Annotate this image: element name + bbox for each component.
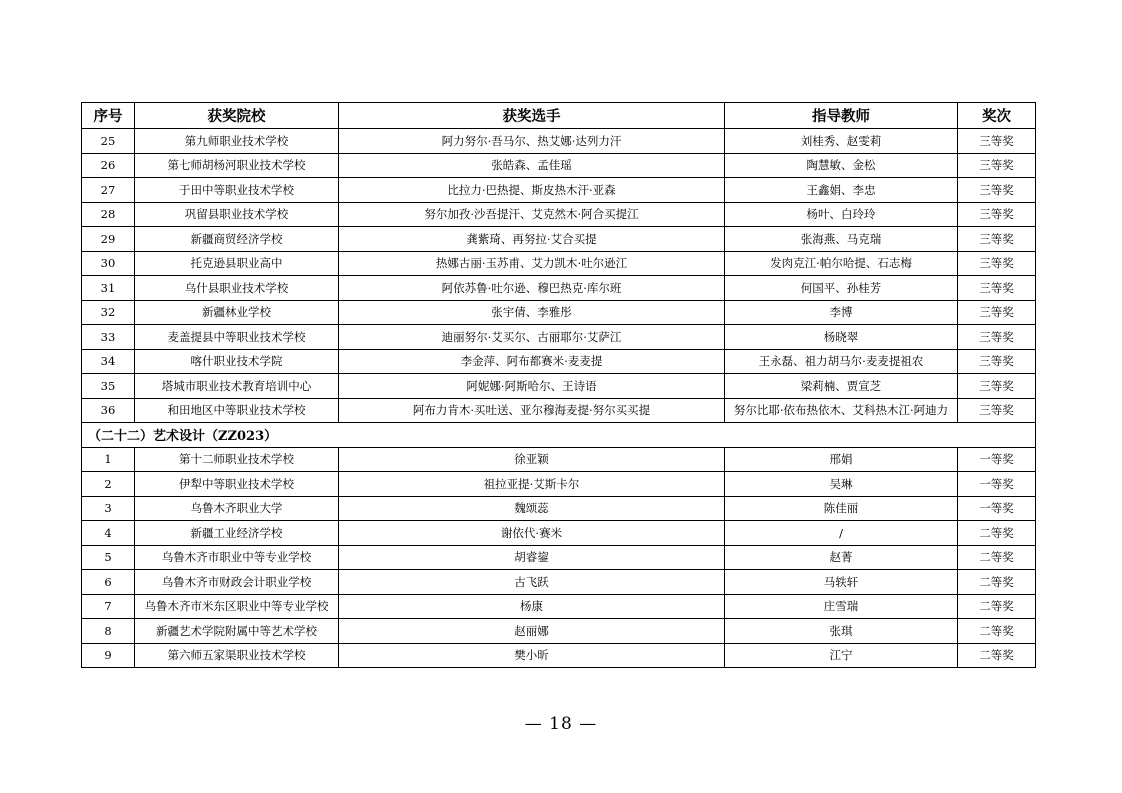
row-school: 新疆商贸经济学校 <box>135 227 339 252</box>
row-players: 李金萍、阿布都赛米·麦麦提 <box>339 349 725 374</box>
row-teachers: 陈佳丽 <box>725 496 958 521</box>
row-award: 三等奖 <box>958 398 1036 423</box>
row-no: 7 <box>82 594 135 619</box>
row-award: 三等奖 <box>958 300 1036 325</box>
row-school: 第十二师职业技术学校 <box>135 447 339 472</box>
row-no: 28 <box>82 202 135 227</box>
row-award: 二等奖 <box>958 545 1036 570</box>
row-no: 33 <box>82 325 135 350</box>
page-number: — 18 — <box>524 714 598 734</box>
table-header-row <box>82 103 1036 129</box>
row-players: 徐亚颖 <box>339 447 725 472</box>
row-award: 三等奖 <box>958 202 1036 227</box>
row-players: 阿力努尔·吾马尔、热艾娜·达列力汗 <box>339 129 725 154</box>
row-no: 31 <box>82 276 135 301</box>
row-teachers: 邢娟 <box>725 447 958 472</box>
row-award: 三等奖 <box>958 276 1036 301</box>
table-row <box>82 178 1036 203</box>
header-school: 获奖院校 <box>135 103 339 129</box>
table-row <box>82 374 1036 399</box>
table-row <box>82 300 1036 325</box>
row-teachers: 江宁 <box>725 643 958 668</box>
row-school: 托克逊县职业高中 <box>135 251 339 276</box>
row-no: 2 <box>82 472 135 497</box>
table-row <box>82 227 1036 252</box>
row-school: 新疆工业经济学校 <box>135 521 339 546</box>
row-award: 三等奖 <box>958 349 1036 374</box>
row-teachers: 张琪 <box>725 619 958 644</box>
row-no: 34 <box>82 349 135 374</box>
row-players: 努尔加孜·沙吾提汗、艾克然木·阿合买提江 <box>339 202 725 227</box>
table-row <box>82 276 1036 301</box>
row-no: 30 <box>82 251 135 276</box>
row-award: 一等奖 <box>958 496 1036 521</box>
row-school: 第七师胡杨河职业技术学校 <box>135 153 339 178</box>
row-teachers: 李博 <box>725 300 958 325</box>
row-no: 6 <box>82 570 135 595</box>
row-teachers: 刘桂秀、赵雯莉 <box>725 129 958 154</box>
row-school: 乌鲁木齐市职业中等专业学校 <box>135 545 339 570</box>
header-no: 序号 <box>82 103 135 129</box>
table-row <box>82 202 1036 227</box>
row-no: 1 <box>82 447 135 472</box>
row-players: 魏颂蕊 <box>339 496 725 521</box>
row-teachers: 发肉克江·帕尔哈提、石志梅 <box>725 251 958 276</box>
table-row <box>82 545 1036 570</box>
section-title: （二十二）艺术设计（ZZ023） <box>82 423 1036 448</box>
row-players: 赵丽娜 <box>339 619 725 644</box>
row-school: 新疆艺术学院附属中等艺术学校 <box>135 619 339 644</box>
row-players: 谢依代·赛米 <box>339 521 725 546</box>
row-school: 于田中等职业技术学校 <box>135 178 339 203</box>
row-school: 乌鲁木齐市米东区职业中等专业学校 <box>135 594 339 619</box>
row-players: 祖拉亚提·艾斯卡尔 <box>339 472 725 497</box>
row-players: 龚紫琦、再努拉·艾合买提 <box>339 227 725 252</box>
table-row <box>82 349 1036 374</box>
table-row <box>82 325 1036 350</box>
row-no: 32 <box>82 300 135 325</box>
row-school: 第九师职业技术学校 <box>135 129 339 154</box>
table-row <box>82 521 1036 546</box>
row-teachers: 赵菁 <box>725 545 958 570</box>
row-school: 乌鲁木齐职业大学 <box>135 496 339 521</box>
row-teachers: 张海燕、马克瑞 <box>725 227 958 252</box>
row-teachers: 杨叶、白玲玲 <box>725 202 958 227</box>
section-row <box>82 423 1036 448</box>
row-players: 比拉力·巴热提、斯皮热木汗·亚森 <box>339 178 725 203</box>
row-award: 三等奖 <box>958 251 1036 276</box>
row-award: 三等奖 <box>958 129 1036 154</box>
header-award: 奖次 <box>958 103 1036 129</box>
row-award: 二等奖 <box>958 643 1036 668</box>
row-award: 二等奖 <box>958 619 1036 644</box>
table-row <box>82 594 1036 619</box>
row-school: 麦盖提县中等职业技术学校 <box>135 325 339 350</box>
row-school: 伊犁中等职业技术学校 <box>135 472 339 497</box>
table-row <box>82 643 1036 668</box>
row-school: 喀什职业技术学院 <box>135 349 339 374</box>
header-players: 获奖选手 <box>339 103 725 129</box>
row-award: 二等奖 <box>958 570 1036 595</box>
row-school: 乌什县职业技术学校 <box>135 276 339 301</box>
row-players: 迪丽努尔·艾买尔、古丽耶尔·艾萨江 <box>339 325 725 350</box>
row-no: 29 <box>82 227 135 252</box>
table-row <box>82 619 1036 644</box>
row-players: 热娜古丽·玉苏甫、艾力凯木·吐尔逊江 <box>339 251 725 276</box>
row-award: 一等奖 <box>958 472 1036 497</box>
row-award: 三等奖 <box>958 153 1036 178</box>
row-award: 一等奖 <box>958 447 1036 472</box>
row-award: 三等奖 <box>958 227 1036 252</box>
table-row <box>82 398 1036 423</box>
table-row <box>82 496 1036 521</box>
row-teachers: 杨晓翠 <box>725 325 958 350</box>
row-teachers: 庄雪瑞 <box>725 594 958 619</box>
row-players: 杨康 <box>339 594 725 619</box>
row-players: 阿妮娜·阿斯哈尔、王诗语 <box>339 374 725 399</box>
row-teachers: 马轶轩 <box>725 570 958 595</box>
row-teachers: 王永磊、祖力胡马尔·麦麦提祖农 <box>725 349 958 374</box>
row-teachers: 吴琳 <box>725 472 958 497</box>
row-school: 乌鲁木齐市财政会计职业学校 <box>135 570 339 595</box>
row-teachers: / <box>725 521 958 546</box>
row-award: 三等奖 <box>958 178 1036 203</box>
row-no: 27 <box>82 178 135 203</box>
table-row <box>82 129 1036 154</box>
row-no: 35 <box>82 374 135 399</box>
row-school: 和田地区中等职业技术学校 <box>135 398 339 423</box>
row-teachers: 何国平、孙桂芳 <box>725 276 958 301</box>
row-no: 4 <box>82 521 135 546</box>
header-teachers: 指导教师 <box>725 103 958 129</box>
row-award: 二等奖 <box>958 521 1036 546</box>
row-award: 二等奖 <box>958 594 1036 619</box>
table-row <box>82 153 1036 178</box>
row-players: 阿布力肯木·买吐送、亚尔穆海麦提·努尔买买提 <box>339 398 725 423</box>
table-row <box>82 447 1036 472</box>
row-no: 8 <box>82 619 135 644</box>
row-teachers: 王鑫娟、李忠 <box>725 178 958 203</box>
awards-table <box>81 102 1036 668</box>
table-row <box>82 251 1036 276</box>
row-no: 36 <box>82 398 135 423</box>
row-no: 5 <box>82 545 135 570</box>
row-players: 阿依苏鲁·吐尔逊、穆巴热克·库尔班 <box>339 276 725 301</box>
row-school: 巩留县职业技术学校 <box>135 202 339 227</box>
table-row <box>82 472 1036 497</box>
row-school: 第六师五家渠职业技术学校 <box>135 643 339 668</box>
row-award: 三等奖 <box>958 374 1036 399</box>
row-no: 3 <box>82 496 135 521</box>
row-teachers: 努尔比耶·依布热依木、艾科热木江·阿迪力 <box>725 398 958 423</box>
row-school: 塔城市职业技术教育培训中心 <box>135 374 339 399</box>
row-players: 张皓森、孟佳瑶 <box>339 153 725 178</box>
row-no: 26 <box>82 153 135 178</box>
row-teachers: 梁莉楠、贾宣芝 <box>725 374 958 399</box>
row-players: 古飞跃 <box>339 570 725 595</box>
row-school: 新疆林业学校 <box>135 300 339 325</box>
row-players: 张宇倩、李雅彤 <box>339 300 725 325</box>
row-teachers: 陶慧敏、金松 <box>725 153 958 178</box>
row-players: 樊小昕 <box>339 643 725 668</box>
row-no: 9 <box>82 643 135 668</box>
table-row <box>82 570 1036 595</box>
row-players: 胡睿鋆 <box>339 545 725 570</box>
row-award: 三等奖 <box>958 325 1036 350</box>
row-no: 25 <box>82 129 135 154</box>
